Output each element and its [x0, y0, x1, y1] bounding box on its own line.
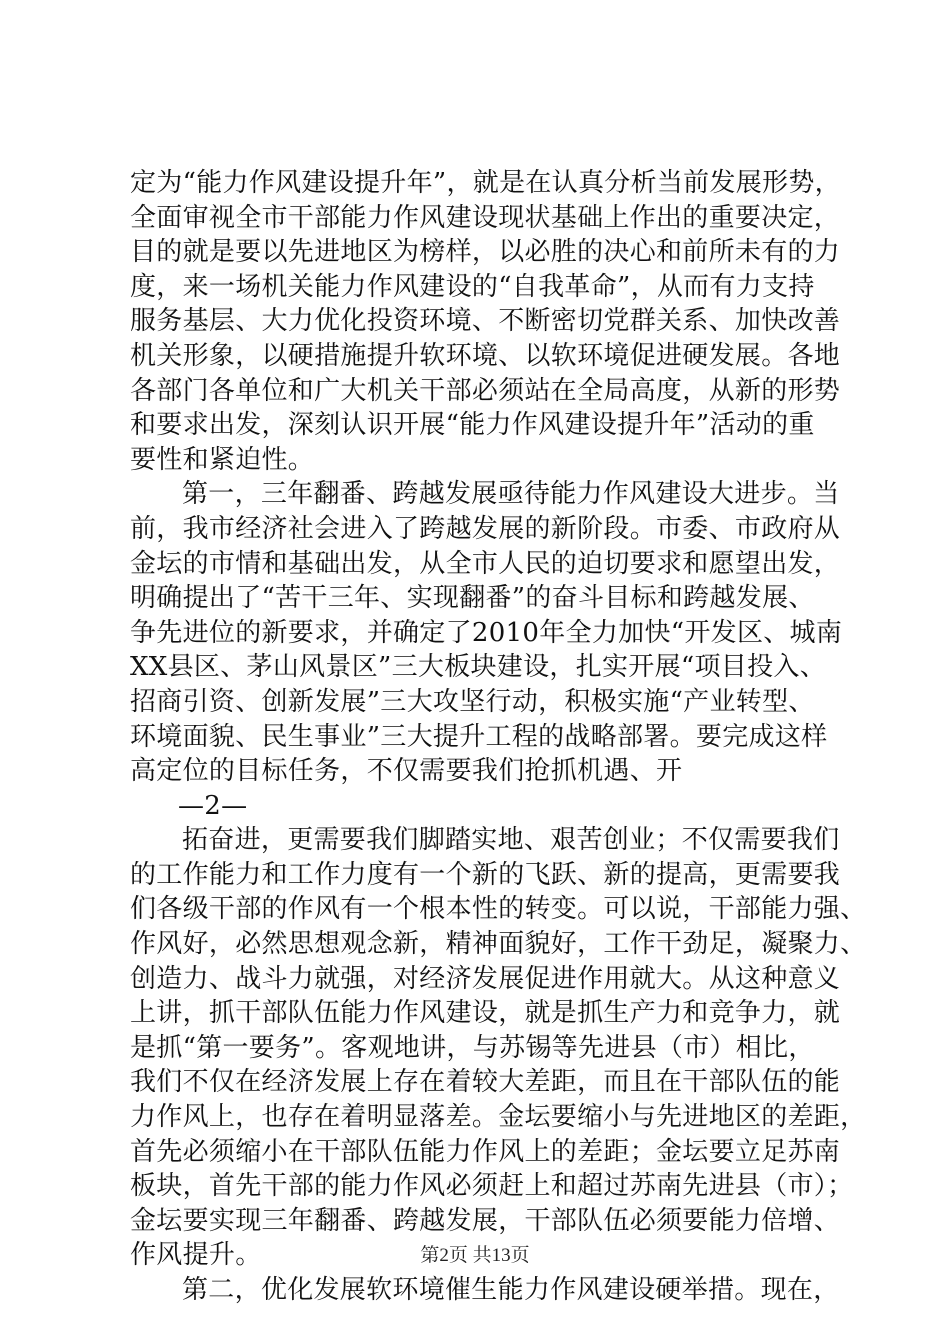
text-line: 环境面貌、民生事业”三大提升工程的战略部署。要完成这样	[130, 721, 828, 752]
text-line: 拓奋进，更需要我们脚踏实地、艰苦创业；不仅需要我们	[182, 825, 840, 856]
text-line: 明确提出了“苦干三年、实现翻番”的奋斗目标和跨越发展、	[130, 583, 815, 614]
text-line: 高定位的目标任务，不仅需要我们抢抓机遇、开	[130, 756, 683, 787]
text-line: 的工作能力和工作力度有一个新的飞跃、新的提高，更需要我	[130, 859, 841, 890]
text-line: 作风提升。	[130, 1240, 262, 1271]
text-line: 各部门各单位和广大机关干部必须站在全局高度，从新的形势	[130, 375, 841, 406]
page-footer	[0, 1240, 950, 1267]
text-line: 是抓“第一要务”。客观地讲，与苏锡等先进县（市）相比，	[130, 1032, 815, 1063]
text-line: 金坛要实现三年翻番、跨越发展，干部队伍必须要能力倍增、	[130, 1205, 841, 1236]
text-line: 们各级干部的作风有一个根本性的转变。可以说，干部能力强、	[130, 894, 867, 925]
text-line: 机关形象，以硬措施提升软环境、以软环境促进硬发展。各地	[130, 340, 841, 371]
text-line: 力作风上，也存在着明显落差。金坛要缩小与先进地区的差距，	[130, 1102, 867, 1133]
text-line: 目的就是要以先进地区为榜样，以必胜的决心和前所未有的力	[130, 237, 841, 268]
text-line: 全面审视全市干部能力作风建设现状基础上作出的重要决定，	[130, 202, 841, 233]
inline-page-marker: —2—	[178, 790, 248, 821]
text-line: 创造力、战斗力就强，对经济发展促进作用就大。从这种意义	[130, 963, 841, 994]
text-line: 服务基层、大力优化投资环境、不断密切党群关系、加快改善	[130, 306, 841, 337]
text-line: 第二，优化发展软环境催生能力作风建设硬举措。现在，	[182, 1275, 840, 1305]
text-line: 板块，首先干部的能力作风必须赶上和超过苏南先进县（市）；	[130, 1171, 854, 1202]
text-line: 第一，三年翻番、跨越发展亟待能力作风建设大进步。当	[182, 479, 840, 510]
body-text	[130, 166, 867, 1308]
text-line: 招商引资、创新发展”三大攻坚行动，积极实施“产业转型、	[130, 686, 815, 717]
text-line: 度，来一场机关能力作风建设的“自我革命”，从而有力支持	[130, 271, 815, 302]
text-line: 作风好，必然思想观念新，精神面貌好，工作干劲足，凝聚力、	[130, 929, 867, 960]
text-line: 争先进位的新要求，并确定了2010年全力加快“开发区、城南	[130, 617, 843, 648]
text-line: 首先必须缩小在干部队伍能力作风上的差距；金坛要立足苏南	[130, 1136, 841, 1167]
text-line: 定为“能力作风建设提升年”，就是在认真分析当前发展形势，	[130, 168, 841, 198]
text-line: 前，我市经济社会进入了跨越发展的新阶段。市委、市政府从	[130, 513, 841, 544]
text-line: 要性和紧迫性。	[130, 444, 315, 475]
text-line: XX县区、茅山风景区”三大板块建设，扎实开展“项目投入、	[130, 652, 827, 683]
text-line: 和要求出发，深刻认识开展“能力作风建设提升年”活动的重	[130, 410, 815, 441]
text-line: 我们不仅在经济发展上存在着较大差距，而且在干部队伍的能	[130, 1067, 841, 1098]
text-line: 金坛的市情和基础出发，从全市人民的迫切要求和愿望出发，	[130, 548, 841, 579]
text-line: 上讲，抓干部队伍能力作风建设，就是抓生产力和竞争力，就	[130, 998, 841, 1029]
page-number-label: 第2页 共13页	[420, 1245, 530, 1266]
